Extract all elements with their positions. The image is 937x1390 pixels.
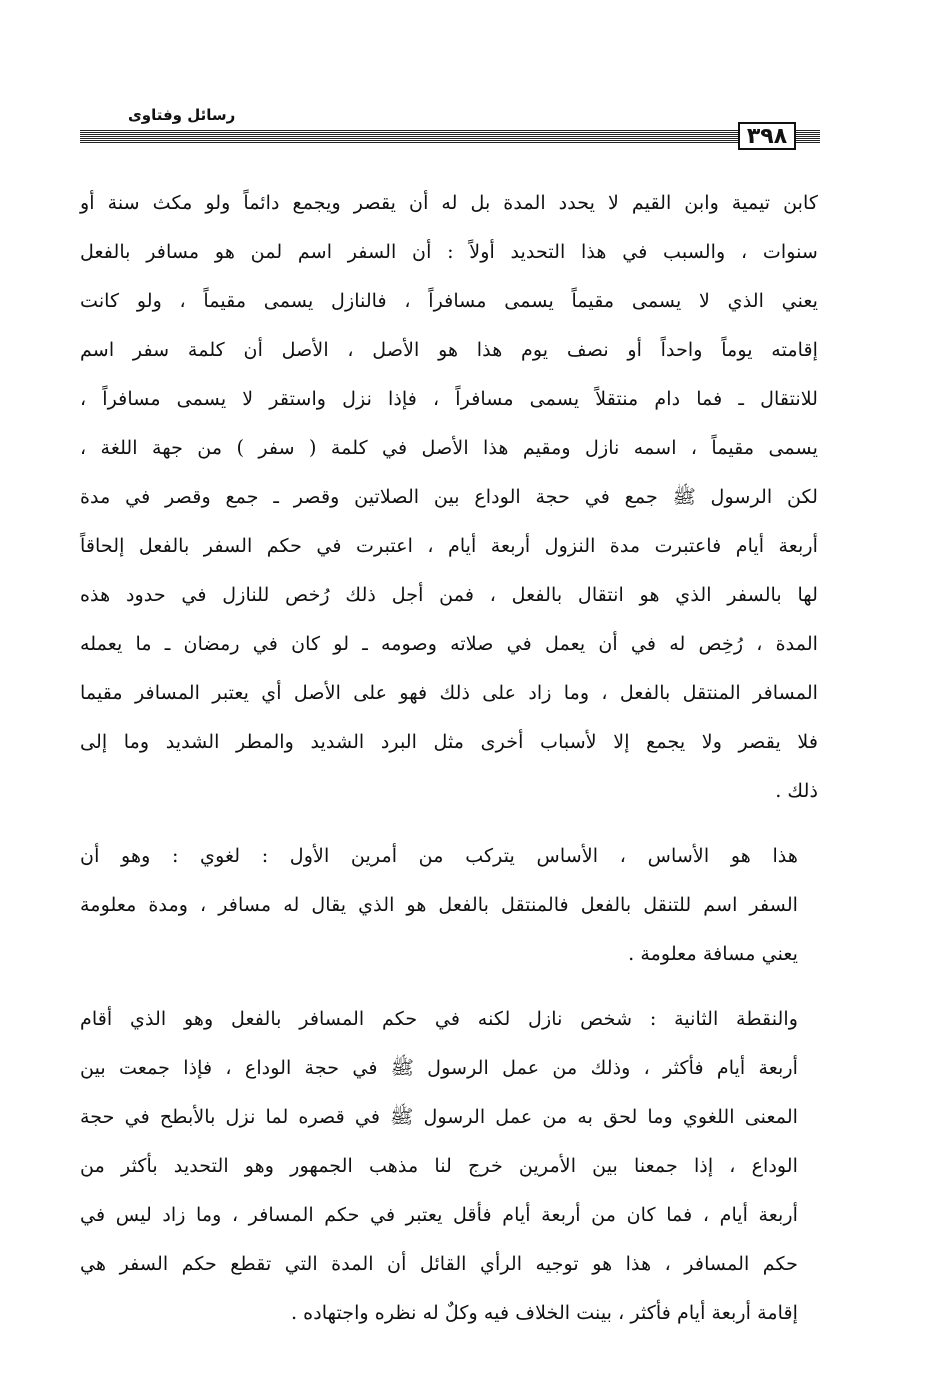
text-line: أربعة أيام فاعتبرت مدة النزول أربعة أيام ، اعتبرت في حكم السفر بالفعل إلحاقاً <box>80 534 818 557</box>
text-line: الوداع ، إذا جمعنا بين الأمرين خرج لنا مذهب الجمهور وهو التحديد بأكثر من <box>80 1154 798 1177</box>
paragraph-1 <box>80 178 818 815</box>
book-title: رسائل وفتاوى <box>128 106 236 124</box>
text-line: لها بالسفر الذي هو انتقال بالفعل ، فمن أجل ذلك رُخص للنازل في حدود هذه <box>80 583 818 606</box>
text-line: فلا يقصر ولا يجمع إلا لأسباب أخرى مثل البرد الشديد والمطر الشديد وما إلى <box>80 730 818 753</box>
header-rule <box>80 130 740 144</box>
page-number: ٣٩٨ <box>738 122 796 150</box>
text-line: يعني الذي لا يسمى مقيماً يسمى مسافراً ، فالنازل يسمى مقيماً ، ولو كانت <box>80 289 818 312</box>
text-line: يعني مسافة معلومة . <box>628 942 798 965</box>
text-line: لكن الرسول ﷺ جمع في حجة الوداع بين الصلاتين وقصر ـ جمع وقصر في مدة <box>80 485 818 508</box>
header-rule-right <box>795 130 820 144</box>
text-line: ذلك . <box>775 779 818 802</box>
text-line: المدة ، رُخِص له في أن يعمل في صلاته وصومه ـ لو كان في رمضان ـ ما يعمله <box>80 632 818 655</box>
text-line: سنوات ، والسبب في هذا التحديد أولاً : أن السفر اسم لمن هو مسافر بالفعل <box>80 240 818 263</box>
text-line: إقامة أربعة أيام فأكثر ، بينت الخلاف فيه وكلٌ له نظره واجتهاده . <box>290 1301 798 1324</box>
text-line: المعنى اللغوي وما لحق به من عمل الرسول ﷺ في قصره لما نزل بالأبطح في حجة <box>80 1105 798 1128</box>
text-line: كابن تيمية وابن القيم لا يحدد المدة بل له أن يقصر ويجمع دائماً ولو مكث سنة أو <box>80 191 818 214</box>
body-text <box>80 178 818 1337</box>
text-line: والنقطة الثانية : شخص نازل لكنه في حكم المسافر بالفعل وهو الذي أقام <box>80 1007 798 1030</box>
text-line: حكم المسافر ، هذا هو توجيه الرأي القائل أن المدة التي تقطع حكم السفر هي <box>80 1252 798 1275</box>
text-line: إقامته يوماً واحداً أو نصف يوم هذا هو الأصل ، الأصل أن كلمة سفر اسم <box>80 338 818 361</box>
text-line: يسمى مقيماً ، اسمه نازل ومقيم هذا الأصل في كلمة ( سفر ) من جهة اللغة ، <box>80 436 818 459</box>
text-line: أربعة أيام ، فما كان من أربعة أيام فأقل يعتبر في حكم المسافر ، وما زاد ليس في <box>80 1203 798 1226</box>
text-line: المسافر المنتقل بالفعل ، وما زاد على ذلك فهو على الأصل أي يعتبر المسافر مقيما <box>80 681 818 704</box>
paragraph-3 <box>80 994 818 1337</box>
page-header <box>80 100 820 160</box>
text-line: أربعة أيام فأكثر ، وذلك من عمل الرسول ﷺ في حجة الوداع ، فإذا جمعت بين <box>80 1056 798 1079</box>
text-line: السفر اسم للتنقل بالفعل فالمنتقل بالفعل هو الذي يقال له مسافر ، ومدة معلومة <box>80 893 798 916</box>
paragraph-2 <box>80 831 818 978</box>
text-line: للانتقال ـ فما دام منتقلاً يسمى مسافراً ، فإذا نزل واستقر لا يسمى مسافراً ، <box>80 387 818 410</box>
text-line: هذا هو الأساس ، الأساس يتركب من أمرين الأول : لغوي : وهو أن <box>80 844 798 867</box>
